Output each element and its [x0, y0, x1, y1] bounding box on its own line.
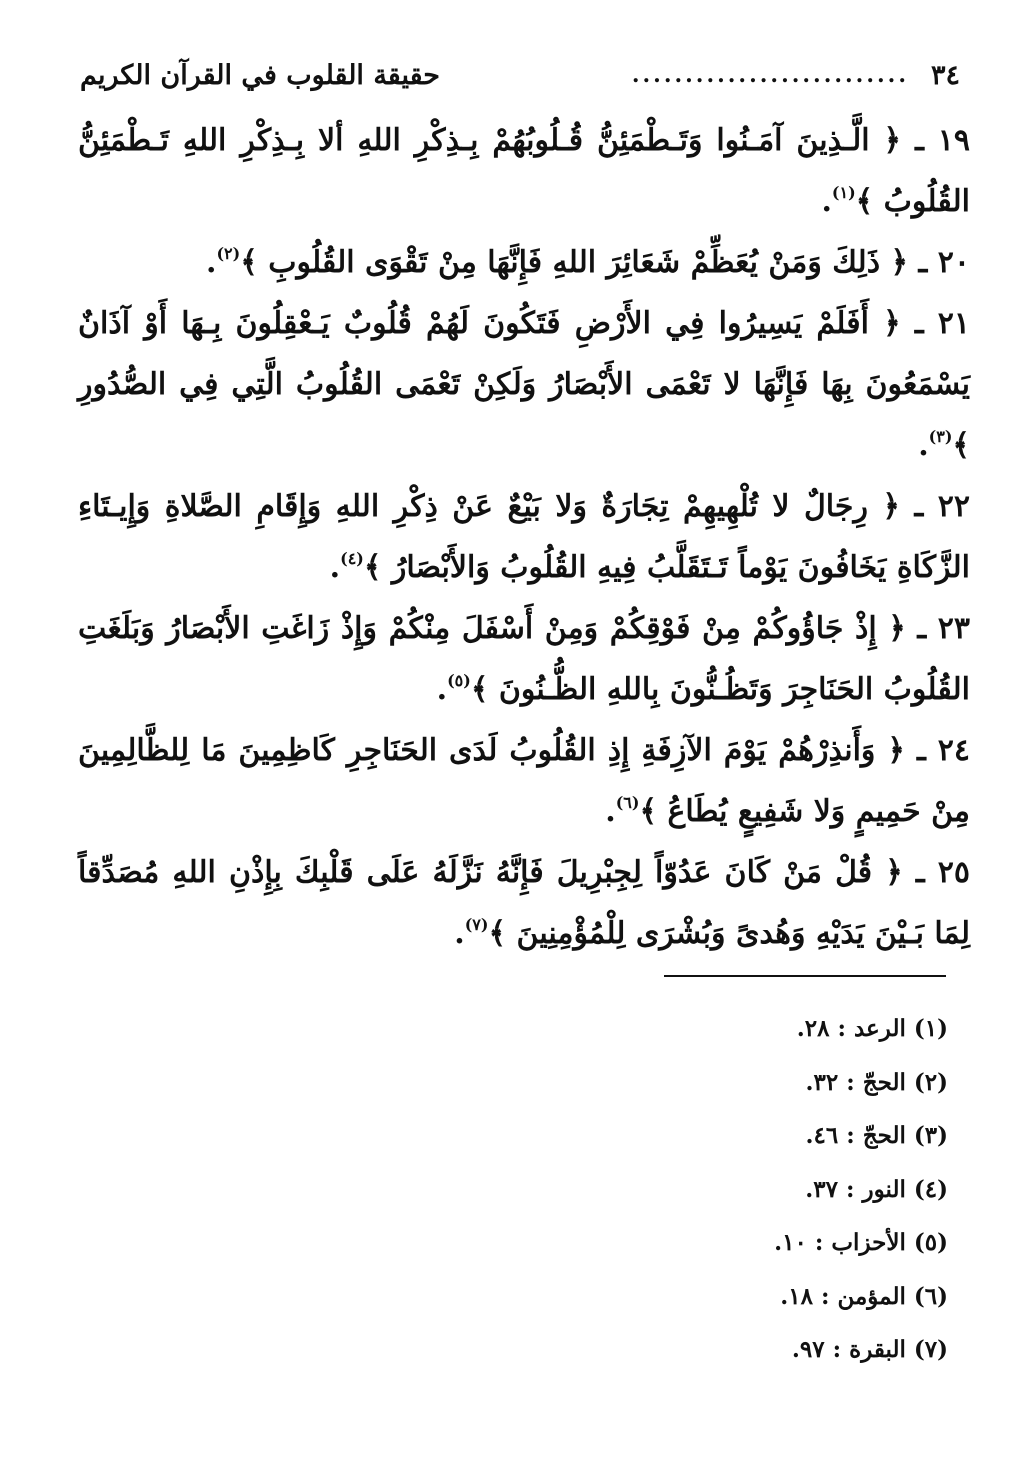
- verse-text: ﴿ رِجَالٌ لا تُلْهِيهِمْ تِجَارَةٌ وَلا بَيْعٌ عَنْ ذِكْرِ اللهِ وَإِقَامِ الصَّلاةِ وَإِيـتَاءِ الزَّكَاةِ يَخَافُونَ يَوْماً تَـتَقَلَّبُ فِيهِ القُلُوبُ وَالأَبْصَارُ ﴾: [78, 489, 970, 585]
- verse-24: ٢٤ ـ ﴿ وَأَنذِرْهُمْ يَوْمَ الآزِفَةِ إِذِ القُلُوبُ لَدَى الحَنَاجِرِ كَاظِمِينَ مَا لِلظَّالِمِينَ مِنْ حَمِيمٍ وَلا شَفِيعٍ يُطَاعُ ﴾$^{(٦)}$.: [78, 733, 971, 829]
- verse-22: ٢٢ ـ ﴿ رِجَالٌ لا تُلْهِيهِمْ تِجَارَةٌ وَلا بَيْعٌ عَنْ ذِكْرِ اللهِ وَإِقَامِ الصَّلاةِ وَإِيـتَاءِ الزَّكَاةِ يَخَافُونَ يَوْماً تَـتَقَلَّبُ فِيهِ القُلُوبُ وَالأَبْصَارُ ﴾$^{(٤)}$.: [78, 489, 970, 585]
- footnote-ref: (٤): [340, 549, 364, 568]
- footnote-ref: (١): [831, 183, 856, 202]
- verse-20: ٢٠ ـ ﴿ ذَلِكَ وَمَنْ يُعَظِّمْ شَعَائِرَ اللهِ فَإِنَّهَا مِنْ تَقْوَى القُلُوبِ ﴾$^{(٢)}$.: [206, 244, 970, 280]
- footnote-ref: (٥): [447, 671, 471, 690]
- footnote-ref: (٣): [928, 427, 953, 446]
- footnote-6: (٦) المؤمن : ١٨.: [780, 1282, 948, 1310]
- verse-number: ٢٤ ـ: [916, 733, 971, 768]
- verse-text: ﴿ أَفَلَمْ يَسِيرُوا فِي الأَرْضِ فَتَكُونَ لَهُمْ قُلُوبٌ يَـعْقِلُونَ بِـهَا أَوْ آذَانٌ يَسْمَعُونَ بِهَا فَإِنَّهَا لا تَعْمَى الأَبْصَارُ وَلَكِنْ تَعْمَى القُلُوبُ الَّتِي فِي الصُّدُورِ ﴾: [78, 306, 970, 463]
- verse-25: ٢٥ ـ ﴿ قُلْ مَنْ كَانَ عَدُوّاً لِجِبْرِيلَ فَإِنَّهُ نَزَّلَهُ عَلَى قَلْبِكَ بِإِذْنِ اللهِ مُصَدِّقاً لِمَا بَـيْنَ يَدَيْهِ وَهُدىً وَبُشْرَى لِلْمُؤْمِنِينَ ﴾$^{(٧)}$.: [78, 855, 971, 951]
- verse-number: ٢٠ ـ: [918, 245, 970, 280]
- footnote-3: (٣) الحجّ : ٤٦.: [805, 1122, 948, 1149]
- footnote-7: (٧) البقرة : ٩٧.: [791, 1336, 948, 1363]
- footnote-4: (٤) النور : ٣٧.: [805, 1175, 948, 1203]
- verse-number: ٢٥ ـ: [915, 855, 971, 890]
- verse-text: ﴿ وَأَنذِرْهُمْ يَوْمَ الآزِفَةِ إِذِ القُلُوبُ لَدَى الحَنَاجِرِ كَاظِمِينَ مَا لِلظَّالِمِينَ مِنْ حَمِيمٍ وَلا شَفِيعٍ يُطَاعُ ﴾: [78, 733, 970, 829]
- footnote-5: (٥) الأحزاب : ١٠.: [774, 1229, 948, 1256]
- verse-number: ٢٢ ـ: [914, 489, 970, 524]
- verse-text: ﴿ الَّـذِينَ آمَـنُوا وَتَـطْمَئِنُّ قُـلُوبُهُمْ بِـذِكْرِ اللهِ ألا بِـذِكْرِ اللهِ تَـطْمَئِنُّ القُلُوبُ ﴾: [78, 123, 970, 219]
- footnote-2: (٢) الحجّ : ٣٢.: [805, 1068, 948, 1096]
- verse-list: [78, 110, 970, 964]
- verse-23: ٢٣ ـ ﴿ إِذْ جَاؤُوكُمْ مِنْ فَوْقِكُمْ وَمِنْ أَسْفَلَ مِنْكُمْ وَإِذْ زَاغَتِ الأَبْصَارُ وَبَلَغَتِ القُلُوبُ الحَنَاجِرَ وَتَظُـنُّونَ بِاللهِ الظُّـنُونَ ﴾$^{(٥)}$.: [78, 611, 971, 707]
- leader-dots: ..........................: [631, 62, 909, 88]
- verse-number: ١٩ ـ: [915, 123, 971, 158]
- verse-number: ٢٣ ـ: [917, 611, 971, 646]
- footnote-ref: (٧): [464, 915, 489, 934]
- verse-text: ﴿ قُلْ مَنْ كَانَ عَدُوّاً لِجِبْرِيلَ فَإِنَّهُ نَزَّلَهُ عَلَى قَلْبِكَ بِإِذْنِ اللهِ مُصَدِّقاً لِمَا بَـيْنَ يَدَيْهِ وَهُدىً وَبُشْرَى لِلْمُؤْمِنِينَ ﴾: [78, 855, 970, 951]
- footnote-ref: (٢): [216, 244, 241, 263]
- footnote-1: (١) الرعد : ٢٨.: [796, 1015, 948, 1042]
- verse-text: ﴿ إِذْ جَاؤُوكُمْ مِنْ فَوْقِكُمْ وَمِنْ أَسْفَلَ مِنْكُمْ وَإِذْ زَاغَتِ الأَبْصَارُ وَبَلَغَتِ القُلُوبُ الحَنَاجِرَ وَتَظُـنُّونَ بِاللهِ الظُّـنُونَ ﴾: [78, 611, 970, 707]
- footnote-ref: (٦): [615, 793, 640, 812]
- page-number: ٣٤: [930, 59, 960, 91]
- verse-19: ١٩ ـ ﴿ الَّـذِينَ آمَـنُوا وَتَـطْمَئِنُّ قُـلُوبُهُمْ بِـذِكْرِ اللهِ ألا بِـذِكْرِ اللهِ تَـطْمَئِنُّ القُلُوبُ ﴾$^{(١)}$.: [78, 123, 971, 219]
- running-title: حقيقة القلوب في القرآن الكريم: [80, 59, 440, 91]
- verse-number: ٢١ ـ: [914, 306, 971, 341]
- page-header: [80, 50, 960, 100]
- footnote-list: [548, 1002, 948, 1377]
- verse-text: ﴿ ذَلِكَ وَمَنْ يُعَظِّمْ شَعَائِرَ اللهِ فَإِنَّهَا مِنْ تَقْوَى القُلُوبِ ﴾: [240, 245, 909, 280]
- footnote-divider: [664, 975, 946, 977]
- verse-21: ٢١ ـ ﴿ أَفَلَمْ يَسِيرُوا فِي الأَرْضِ فَتَكُونَ لَهُمْ قُلُوبٌ يَـعْقِلُونَ بِـهَا أَوْ آذَانٌ يَسْمَعُونَ بِهَا فَإِنَّهَا لا تَعْمَى الأَبْصَارُ وَلَكِنْ تَعْمَى القُلُوبُ الَّتِي فِي الصُّدُورِ ﴾$^{(٣)}$.: [78, 306, 971, 463]
